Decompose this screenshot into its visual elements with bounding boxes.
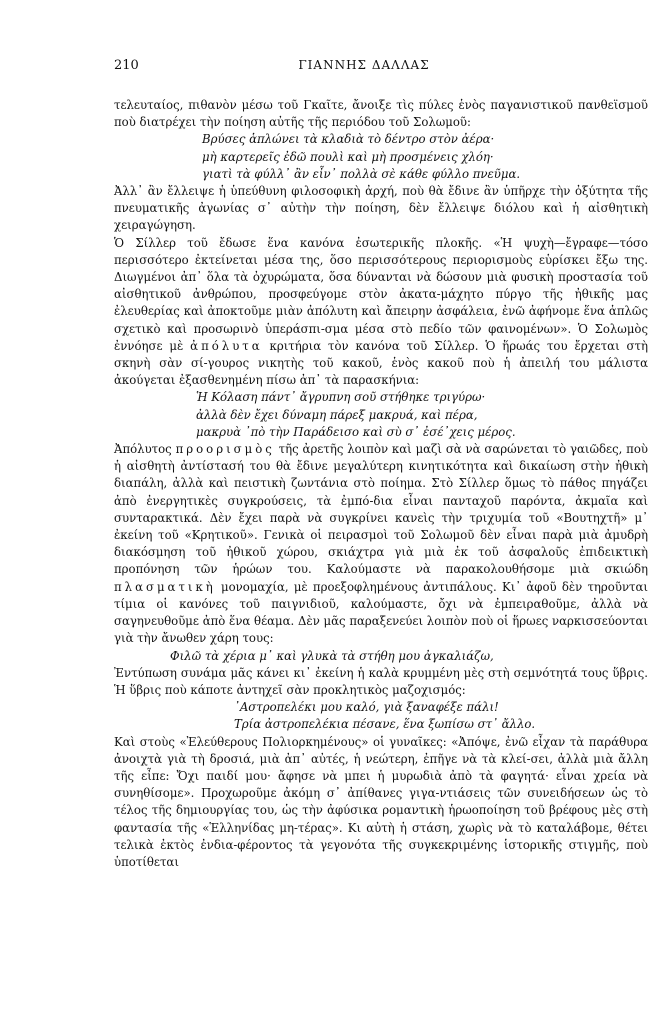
paragraph — [114, 97, 648, 131]
text-segment: Ὁ Σίλλερ τοῦ ἔδωσε ἕνα κανόνα ἐσωτερικῆς πλοκῆς. «Ἡ ψυχὴ—ἔγραφε—τόσο περισσότερο ἐκτείνεται μέσα της, ὅσο περισσότερους περιορισμοὺς εὑρίσκει ἔξω της. Διωγμένοι ἀπ᾽ ὅλα τὰ ὀχυρώματα, ὅσα δύνανται νὰ δώσουν μιὰ φυσικὴ προστασία τοῦ αἰσθητικοῦ ἀνθρώπου, προσφεύγομε στὸν ἀκατα-μάχητο πύργο τῆς ἠθικῆς μας ἐλευθερίας καὶ ἀποκτοῦμε μιὰν ἀπόλυτη καὶ ἄπειρην ἀσφάλεια, ἐνῶ ἀφήνομε ἕνα ἁπλῶς σχετικὸ καὶ προσωρινὸ ὑπεράσπι-σμα μέσα στὸ πεδίο τῶν φαινομένων». Ὁ Σολωμὸς ἐννόησε μὲ — [114, 235, 648, 353]
text-segment: Ἐντύπωση συνάμα μᾶς κάνει κι᾽ ἐκείνη ἡ καλὰ κρυμμένη μὲς στὴ σεμνότητά τους ὕβρις. Ἡ ὕβρις ποὺ κάποτε ἀντηχεῖ σὰν προκλητικὸς μαζοχισμός: — [114, 665, 648, 697]
verse-line: Τρία ἀστροπελέκια πέσανε, ἕνα ξωπίσω στ᾽ ἄλλο. — [234, 717, 536, 732]
paragraph — [114, 441, 648, 647]
emphasized-word: προορισμὸς — [175, 442, 275, 457]
verse-quote — [114, 648, 648, 665]
paragraph — [114, 665, 648, 699]
verse-line: γιατὶ τὰ φύλλ᾽ ἂν εἶν᾽ πολλὰ σὲ κάθε φύλλο πνεῦμα. — [202, 166, 521, 181]
running-title: ΓΙΑΝΝΗΣ ΔΑΛΛΑΣ — [298, 58, 430, 72]
body-text — [114, 97, 648, 871]
paragraph — [114, 235, 648, 390]
verse-quote — [114, 389, 648, 441]
verse-line: Φιλῶ τὰ χέρια μ᾽ καὶ γλυκὰ τὰ στήθη μου ἀγκαλιάζω, — [170, 648, 494, 663]
emphasized-word: πλασματικὴ — [114, 579, 216, 594]
paragraph — [114, 734, 648, 872]
verse-quote — [114, 131, 648, 183]
text-segment: τελευταίος, πιθανὸν μέσω τοῦ Γκαῖτε, ἄνοιξε τὶς πύλες ἑνὸς παγανιστικοῦ πανθεϊσμοῦ ποὺ διατρέχει τὴν ποίηση αὐτῆς τῆς περιόδου τοῦ Σολωμοῦ: — [114, 98, 648, 130]
text-segment: Καὶ στοὺς «Ἐλεύθερους Πολιορκημένους» οἱ γυναῖκες: «Ἀπόψε, ἐνῶ εἶχαν τὰ παράθυρα ἀνοιχτὰ γιὰ τὴ δροσιά, μιὰ ἀπ᾽ αὐτές, ἡ νεώτερη, ἐπῆγε νὰ τὰ κλεί-σει, ἀλλὰ μιὰ ἄλλη τῆς εἶπε: Ὄχι παιδί μου· ἄφησε νὰ μπει ἡ μυρωδιὰ ἀπὸ τὰ φαγητά· εἶναι χρεία νὰ συνηθίσομε». Προχωροῦμε ἀκόμη σ᾽ ἀπίθανες γιγα-ντιάσεις τῶν συνειδήσεων ὡς τὸ τέλος τῆς δημιουργίας του, ὡς τὴν ἀφύσικα ρομαντικὴ ἡρωοποίηση τοῦ βρέφους μὲς στὴ φαντασία τῆς «Ἑλληνίδας μη-τέρας». Κι αὐτὴ ἡ στάση, χωρὶς νὰ τὸ καταλάβομε, θέτει τελικὰ ἐκτὸς ἐνδια-φέροντος τὰ γεγονότα τῆς συγκεκριμένης ἱστορικῆς στιγμῆς, ποὺ ὑποτίθεται — [114, 734, 648, 869]
emphasized-word: ἀπόλυτα — [190, 338, 263, 353]
verse-quote — [114, 699, 648, 733]
verse-line: Ἡ Κόλαση πάντ᾽ ἄγρυπνη σοῦ στήθηκε τριγύρω· — [196, 390, 486, 405]
page-header — [114, 58, 614, 78]
verse-line: Βρύσες ἁπλώνει τὰ κλαδιὰ τὸ δέντρο στὸν ἀέρα· — [202, 132, 495, 147]
text-segment: τῆς ἀρετῆς λοιπὸν καὶ μαζὶ σὰ νὰ σαρώνεται τὸ γαιῶδες, ποὺ ἡ αἰσθητὴ ἀντίστασή του θὰ ἔδινε μεγαλύτερη κινητικότητα καὶ δικαίωση στὴν ἠθικὴ διαπάλη, ἀλλὰ καὶ πειστικὴ ζωντάνια στὸ ποίημα. Στὸ Σίλλερ ὅμως τὸ πάθος πηγάζει ἀπὸ ἐνεργητικὲς συγκρούσεις, τὰ ἐμπό-δια εἶναι πανταχοῦ παρόντα, ἀκμαῖα καὶ συνταρακτικά. Δὲν ἔχει παρὰ νὰ συγκρίνει κανεὶς τὴν τριχυμία τοῦ «Βουτηχτῆ» μ᾽ ἐκείνη τοῦ «Κρητικοῦ». Γενικὰ οἱ πειρασμοὶ τοῦ Σολωμοῦ δὲν εἶναι παρὰ μιὰ ἀμυδρὴ διακόσμηση τοῦ ἠθικοῦ χώρου, σκιάχτρα γιὰ μιὰ ἐκ τοῦ ἀσφαλοῦς ἐπιδεικτικὴ προπόνηση τῶν ἡρώων του. Καλούμαστε νὰ παρακολουθήσομε μιὰ σκιώδη — [114, 442, 649, 577]
verse-line: μακρυὰ ᾽πὸ τὴν Παράδεισο καὶ σὺ σ᾽ ἐσέ᾽χεις μέρος. — [196, 424, 516, 439]
verse-line: μὴ καρτερεῖς ἐδῶ πουλὶ καὶ μὴ προσμένεις χλόη· — [202, 149, 494, 164]
text-segment: μονομαχία, μὲ προεξοφλημένους ἀντιπάλους. Κι᾽ ἀφοῦ δὲν τηροῦνται τίμια οἱ κανόνες τοῦ παιγνιδιοῦ, καλούμαστε, ὄχι νὰ ἐμπειραθοῦμε, ἀλλὰ νὰ σαγηνευθοῦμε ἀπὸ ἕνα θέαμα. Δὲν μᾶς παραξενεύει λοιπὸν ποὺ οἱ ἥρωες ναρκισσεύονται γιὰ τὴν ἄνωθεν χάρη τους: — [114, 579, 648, 646]
paragraph — [114, 183, 648, 235]
verse-line: ἀλλὰ δὲν ἔχει δύναμη πάρεξ μακρυά, καὶ πέρα, — [196, 407, 478, 422]
page-number: 210 — [114, 58, 139, 73]
text-segment: Ἀλλ᾽ ἂν ἔλλειψε ἡ ὑπεύθυνη φιλοσοφικὴ ἀρχή, ποὺ θὰ ἔδινε ἂν ὑπῆρχε τὴν ὀξύτητα τῆς πνευματικῆς ἀγωνίας σ᾽ αὐτὴν τὴν ποίηση, δὲν ἔλλειψε διόλου καὶ ἡ αἰσθητικὴ χειραγώγηση. — [114, 184, 648, 233]
text-segment: κριτήρια τὸν κανόνα τοῦ Σίλλερ. Ὁ ἥρωάς του ἔρχεται στὴ σκηνὴ σὰν σί-γουρος νικητὴς τοῦ κακοῦ, ἑνὸς κακοῦ ποὺ ἡ ἀπειλή του μάλιστα ἀκούγεται ἐξασθενημένη πίσω ἀπ᾽ τὰ παρασκήνια: — [114, 338, 648, 388]
verse-line: ᾽Αστροπελέκι μου καλό, γιὰ ξαναφέξε πάλι! — [234, 700, 499, 715]
text-segment: Ἀπόλυτος — [114, 442, 176, 457]
